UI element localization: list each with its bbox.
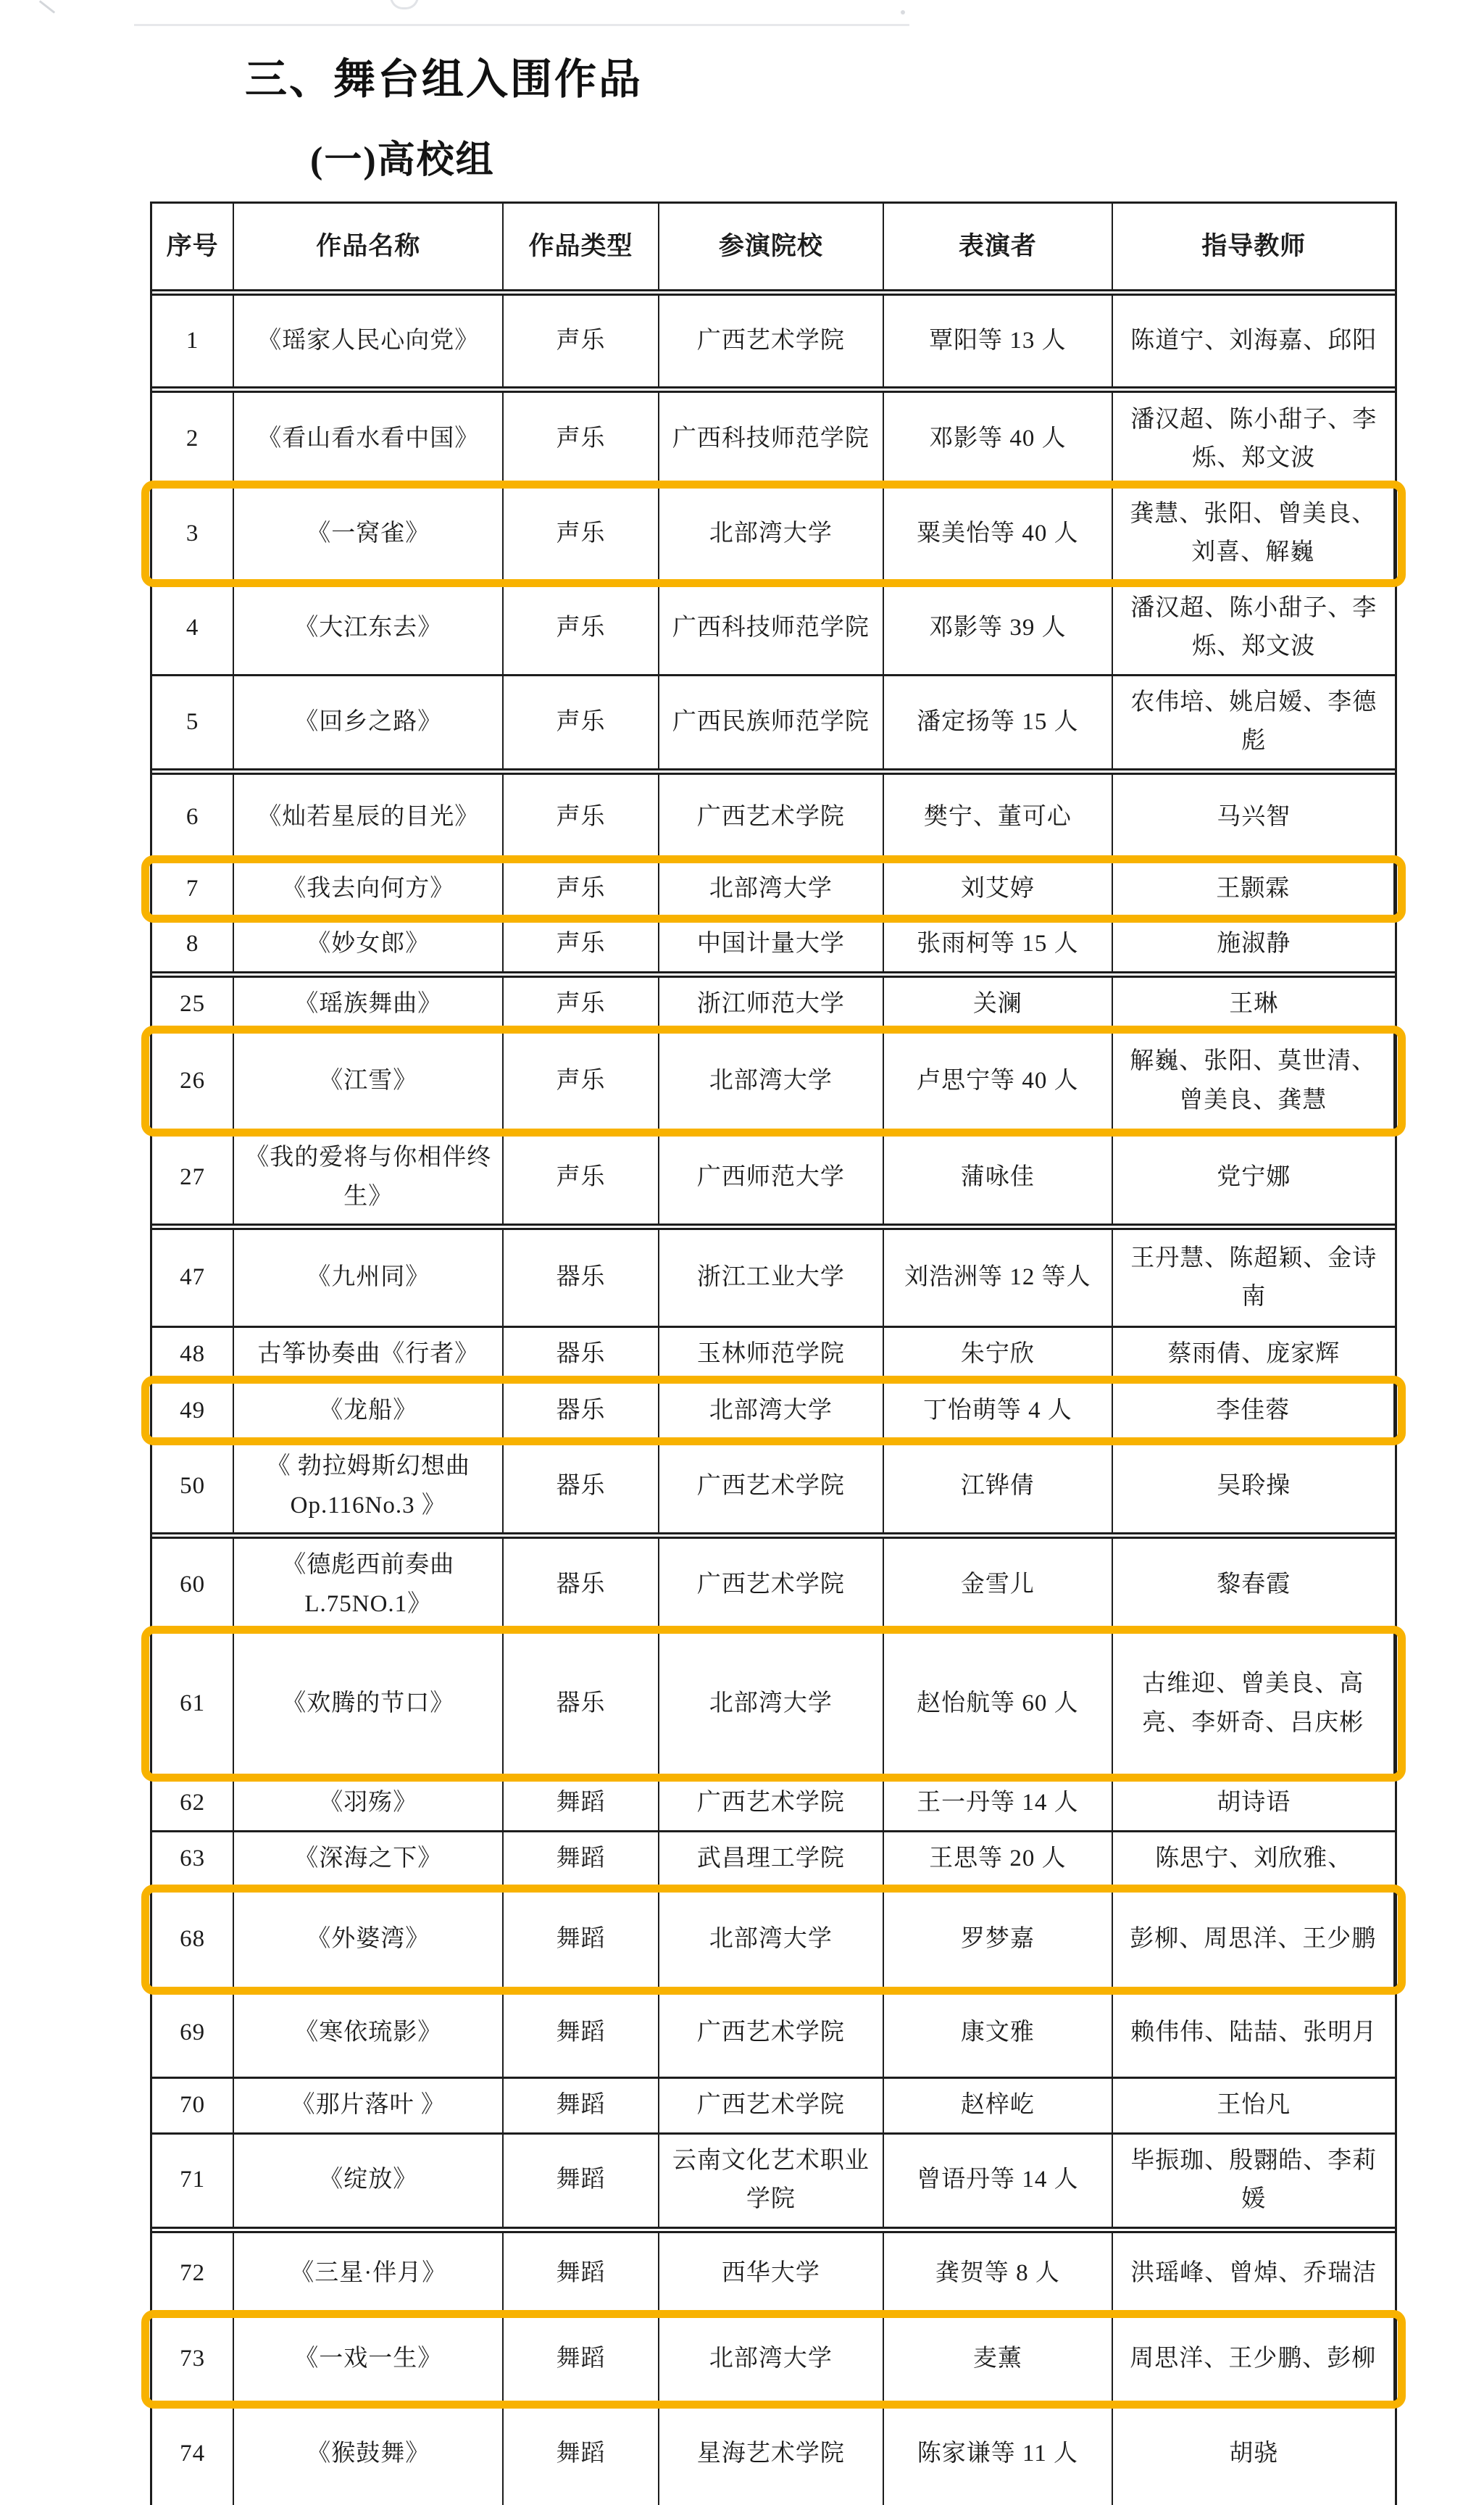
work-title-cell: 《我去向何方》 — [234, 863, 504, 915]
table-row — [152, 1131, 1395, 1230]
school-cell: 北部湾大学 — [659, 488, 884, 580]
row-number-cell: 68 — [152, 1892, 234, 1987]
row-number-cell: 7 — [152, 863, 234, 915]
work-type-cell: 舞蹈 — [504, 2135, 659, 2227]
row-number-cell: 60 — [152, 1539, 234, 1631]
scan-artifact-band — [134, 24, 909, 26]
performers-cell: 刘浩洲等 12 等人 — [884, 1230, 1113, 1326]
teachers-cell: 蔡雨倩、庞家辉 — [1167, 1340, 1341, 1367]
school-cell: 广西科技师范学院 — [659, 582, 884, 674]
performers-cell: 刘艾婷 — [884, 863, 1113, 915]
column-header: 指导教师 — [1201, 231, 1306, 260]
work-title-cell: 《灿若星辰的目光》 — [234, 775, 504, 860]
row-number-cell: 71 — [152, 2135, 234, 2227]
section-title: 三、舞台组入围作品 — [245, 56, 643, 103]
column-header: 作品类型 — [504, 204, 659, 289]
table-row — [152, 1383, 1395, 1440]
row-number-cell: 49 — [152, 1383, 234, 1438]
performers-cell: 朱宁欣 — [884, 1328, 1113, 1381]
work-type-cell: 器乐 — [504, 1633, 659, 1774]
table-row — [152, 1033, 1395, 1131]
work-type-cell: 器乐 — [504, 1440, 659, 1532]
column-header: 作品名称 — [234, 204, 504, 289]
performers-cell: 卢思宁等 40 人 — [884, 1033, 1113, 1129]
teachers-cell: 洪瑶峰、曾焯、乔瑞洁 — [1130, 2260, 1377, 2287]
performers-cell: 龚贺等 8 人 — [884, 2233, 1113, 2315]
subsection-title: (一)高校组 — [310, 140, 495, 181]
school-cell: 广西艺术学院 — [659, 1539, 884, 1631]
teachers-cell: 农伟培、姚启嫒、李德彪 — [1130, 689, 1377, 755]
performers-cell: 江铧倩 — [884, 1440, 1113, 1532]
school-cell: 星海艺术学院 — [659, 2404, 884, 2505]
table-row — [152, 393, 1395, 488]
teachers-cell: 李佳蓉 — [1113, 1383, 1395, 1438]
work-title-cell: 《龙船》 — [234, 1383, 504, 1438]
school-cell: 浙江工业大学 — [659, 1230, 884, 1326]
school-cell: 广西艺术学院 — [659, 2079, 884, 2132]
school-cell: 中国计量大学 — [659, 918, 884, 971]
teachers-cell: 古维迎、曾美良、高亮、李妍奇、吕庆彬 — [1113, 1633, 1395, 1774]
row-number-cell: 50 — [152, 1440, 234, 1532]
work-type-cell: 声乐 — [504, 1033, 659, 1129]
school-cell: 西华大学 — [659, 2233, 884, 2315]
performers-cell: 麦薰 — [884, 2317, 1113, 2401]
row-number-cell: 74 — [152, 2404, 234, 2505]
teachers-cell: 赖伟伟、陆喆、张明月 — [1130, 2019, 1377, 2046]
work-type-cell: 器乐 — [504, 1539, 659, 1631]
work-title-cell: 《大江东去》 — [234, 582, 504, 674]
table-row — [152, 2135, 1395, 2233]
work-type-cell: 器乐 — [504, 1230, 659, 1326]
work-type-cell: 声乐 — [504, 978, 659, 1031]
teachers-cell: 王颢霖 — [1113, 863, 1395, 915]
work-type-cell: 声乐 — [504, 296, 659, 386]
performers-cell: 陈家谦等 11 人 — [884, 2404, 1113, 2505]
performers-cell: 赵梓屹 — [884, 2079, 1113, 2132]
table-row — [152, 1990, 1395, 2079]
row-number-cell: 25 — [152, 978, 234, 1031]
row-number-cell: 8 — [152, 918, 234, 971]
performers-cell: 赵怡航等 60 人 — [884, 1633, 1113, 1774]
school-cell: 北部湾大学 — [659, 1633, 884, 1774]
column-header: 参演院校 — [659, 204, 884, 289]
teachers-cell: 黎春霞 — [1217, 1571, 1291, 1598]
teachers-cell: 王丹慧、陈超颖、金诗南 — [1130, 1245, 1377, 1310]
school-cell: 广西艺术学院 — [659, 1990, 884, 2077]
scan-artifact-mark — [390, 0, 419, 9]
row-number-cell: 73 — [152, 2317, 234, 2401]
school-cell: 武昌理工学院 — [659, 1832, 884, 1885]
work-title-cell: 《外婆湾》 — [234, 1892, 504, 1987]
row-number-cell: 1 — [152, 296, 234, 386]
performers-cell: 王一丹等 14 人 — [884, 1777, 1113, 1829]
table-row — [152, 1539, 1395, 1633]
teachers-cell: 彭柳、周思洋、王少鹏 — [1113, 1892, 1395, 1987]
teachers-cell: 解巍、张阳、莫世清、曾美良、龚慧 — [1113, 1033, 1395, 1129]
work-type-cell: 舞蹈 — [504, 2233, 659, 2315]
work-title-cell: 《江雪》 — [234, 1033, 504, 1129]
school-cell: 云南文化艺术职业学院 — [659, 2135, 884, 2227]
scan-artifact-mark — [39, 0, 55, 13]
school-cell: 广西艺术学院 — [659, 775, 884, 860]
teachers-cell: 党宁娜 — [1217, 1163, 1291, 1190]
work-type-cell: 舞蹈 — [504, 2317, 659, 2401]
performers-cell: 金雪儿 — [884, 1539, 1113, 1631]
row-number-cell: 70 — [152, 2079, 234, 2132]
table-row — [152, 2233, 1395, 2317]
teachers-cell: 吴聆操 — [1217, 1473, 1291, 1500]
teachers-cell: 陈思宁、刘欣雅、 — [1155, 1845, 1353, 1872]
teachers-cell: 龚慧、张阳、曾美良、刘喜、解巍 — [1113, 488, 1395, 580]
row-number-cell: 63 — [152, 1832, 234, 1885]
table-header-row — [152, 204, 1395, 296]
row-number-cell: 26 — [152, 1033, 234, 1129]
table-row — [152, 1440, 1395, 1539]
teachers-cell: 王怡凡 — [1217, 2092, 1291, 2119]
performers-cell: 邓影等 40 人 — [884, 393, 1113, 486]
table-row — [152, 296, 1395, 393]
school-cell: 浙江师范大学 — [659, 978, 884, 1031]
row-number-cell: 62 — [152, 1777, 234, 1829]
row-number-cell: 4 — [152, 582, 234, 674]
work-type-cell: 舞蹈 — [504, 1777, 659, 1829]
work-title-cell: 《羽殇》 — [234, 1777, 504, 1829]
table-row — [152, 978, 1395, 1033]
performers-cell: 樊宁、董可心 — [884, 775, 1113, 860]
work-type-cell: 声乐 — [504, 488, 659, 580]
row-number-cell: 3 — [152, 488, 234, 580]
table-row — [152, 1832, 1395, 1892]
school-cell: 广西艺术学院 — [659, 1440, 884, 1532]
table-row — [152, 2317, 1395, 2404]
teachers-cell: 王琳 — [1229, 990, 1279, 1017]
work-title-cell: 《一戏一生》 — [234, 2317, 504, 2401]
table-row — [152, 1633, 1395, 1777]
work-title-cell: 《三星·伴月》 — [234, 2233, 504, 2315]
row-number-cell: 72 — [152, 2233, 234, 2315]
performers-cell: 邓影等 39 人 — [884, 582, 1113, 674]
performers-cell: 蒲咏佳 — [884, 1131, 1113, 1224]
work-type-cell: 声乐 — [504, 1131, 659, 1224]
row-number-cell: 47 — [152, 1230, 234, 1326]
performers-cell: 覃阳等 13 人 — [884, 296, 1113, 386]
teachers-cell: 马兴智 — [1217, 803, 1291, 830]
work-type-cell: 声乐 — [504, 393, 659, 486]
work-title-cell: 《寒依琉影》 — [234, 1990, 504, 2077]
table-row — [152, 863, 1395, 918]
teachers-cell: 毕振珈、殷翾皓、李莉媛 — [1130, 2147, 1377, 2213]
table-row — [152, 1777, 1395, 1832]
table-row — [152, 1230, 1395, 1328]
table-row — [152, 582, 1395, 676]
entries-table — [150, 202, 1397, 2505]
performers-cell: 关澜 — [884, 978, 1113, 1031]
row-number-cell: 69 — [152, 1990, 234, 2077]
work-type-cell: 舞蹈 — [504, 1832, 659, 1885]
work-type-cell: 声乐 — [504, 676, 659, 768]
work-title-cell: 《回乡之路》 — [234, 676, 504, 768]
table-row — [152, 2079, 1395, 2134]
work-title-cell: 《深海之下》 — [234, 1832, 504, 1885]
performers-cell: 丁怡萌等 4 人 — [884, 1383, 1113, 1438]
work-type-cell: 舞蹈 — [504, 1990, 659, 2077]
school-cell: 北部湾大学 — [659, 1383, 884, 1438]
scan-artifact-dot — [901, 10, 905, 14]
work-type-cell: 舞蹈 — [504, 1892, 659, 1987]
school-cell: 广西师范大学 — [659, 1131, 884, 1224]
column-header: 序号 — [152, 204, 234, 289]
teachers-cell: 周思洋、王少鹏、彭柳 — [1113, 2317, 1395, 2401]
teachers-cell: 胡骁 — [1229, 2440, 1279, 2467]
performers-cell: 曾语丹等 14 人 — [884, 2135, 1113, 2227]
table-row — [152, 2404, 1395, 2505]
table-row — [152, 676, 1395, 775]
teachers-cell: 胡诗语 — [1217, 1790, 1291, 1816]
work-title-cell: 《九州同》 — [234, 1230, 504, 1326]
teachers-cell: 潘汉超、陈小甜子、李烁、郑文波 — [1130, 594, 1377, 660]
work-title-cell: 《欢腾的节口》 — [234, 1633, 504, 1774]
school-cell: 北部湾大学 — [659, 863, 884, 915]
work-title-cell: 《猴鼓舞》 — [234, 2404, 504, 2505]
table-row — [152, 1892, 1395, 1990]
teachers-cell: 施淑静 — [1217, 931, 1291, 957]
work-title-cell: 《一窝雀》 — [234, 488, 504, 580]
row-number-cell: 27 — [152, 1131, 234, 1224]
teachers-cell: 陈道宁、刘海嘉、邱阳 — [1130, 327, 1377, 354]
table-row — [152, 775, 1395, 863]
school-cell: 广西艺术学院 — [659, 1777, 884, 1829]
work-type-cell: 声乐 — [504, 918, 659, 971]
school-cell: 广西民族师范学院 — [659, 676, 884, 768]
work-title-cell: 《瑶族舞曲》 — [234, 978, 504, 1031]
school-cell: 玉林师范学院 — [659, 1328, 884, 1381]
performers-cell: 潘定扬等 15 人 — [884, 676, 1113, 768]
work-title-cell: 《 勃拉姆斯幻想曲 Op.116No.3 》 — [234, 1440, 504, 1532]
row-number-cell: 2 — [152, 393, 234, 486]
performers-cell: 粟美怡等 40 人 — [884, 488, 1113, 580]
work-type-cell: 器乐 — [504, 1328, 659, 1381]
table-row — [152, 488, 1395, 582]
performers-cell: 王思等 20 人 — [884, 1832, 1113, 1885]
school-cell: 广西艺术学院 — [659, 296, 884, 386]
performers-cell: 张雨柯等 15 人 — [884, 918, 1113, 971]
school-cell: 广西科技师范学院 — [659, 393, 884, 486]
work-type-cell: 声乐 — [504, 863, 659, 915]
work-title-cell: 《绽放》 — [234, 2135, 504, 2227]
work-type-cell: 舞蹈 — [504, 2404, 659, 2505]
work-type-cell: 声乐 — [504, 582, 659, 674]
work-title-cell: 《德彪西前奏曲 L.75NO.1》 — [234, 1539, 504, 1631]
performers-cell: 罗梦嘉 — [884, 1892, 1113, 1987]
work-title-cell: 《妙女郎》 — [234, 918, 504, 971]
school-cell: 北部湾大学 — [659, 1892, 884, 1987]
work-title-cell: 《我的爱将与你相伴终生》 — [234, 1131, 504, 1224]
school-cell: 北部湾大学 — [659, 2317, 884, 2401]
row-number-cell: 48 — [152, 1328, 234, 1381]
work-title-cell: 《看山看水看中国》 — [234, 393, 504, 486]
row-number-cell: 6 — [152, 775, 234, 860]
work-title-cell: 《瑶家人民心向党》 — [234, 296, 504, 386]
teachers-cell: 潘汉超、陈小甜子、李烁、郑文波 — [1130, 406, 1377, 471]
table-row — [152, 1328, 1395, 1383]
work-title-cell: 古筝协奏曲《行者》 — [234, 1328, 504, 1381]
performers-cell: 康文雅 — [884, 1990, 1113, 2077]
work-title-cell: 《那片落叶 》 — [234, 2079, 504, 2132]
school-cell: 北部湾大学 — [659, 1033, 884, 1129]
work-type-cell: 声乐 — [504, 775, 659, 860]
column-header: 表演者 — [884, 204, 1113, 289]
row-number-cell: 61 — [152, 1633, 234, 1774]
table-row — [152, 918, 1395, 977]
work-type-cell: 器乐 — [504, 1383, 659, 1438]
row-number-cell: 5 — [152, 676, 234, 768]
work-type-cell: 舞蹈 — [504, 2079, 659, 2132]
